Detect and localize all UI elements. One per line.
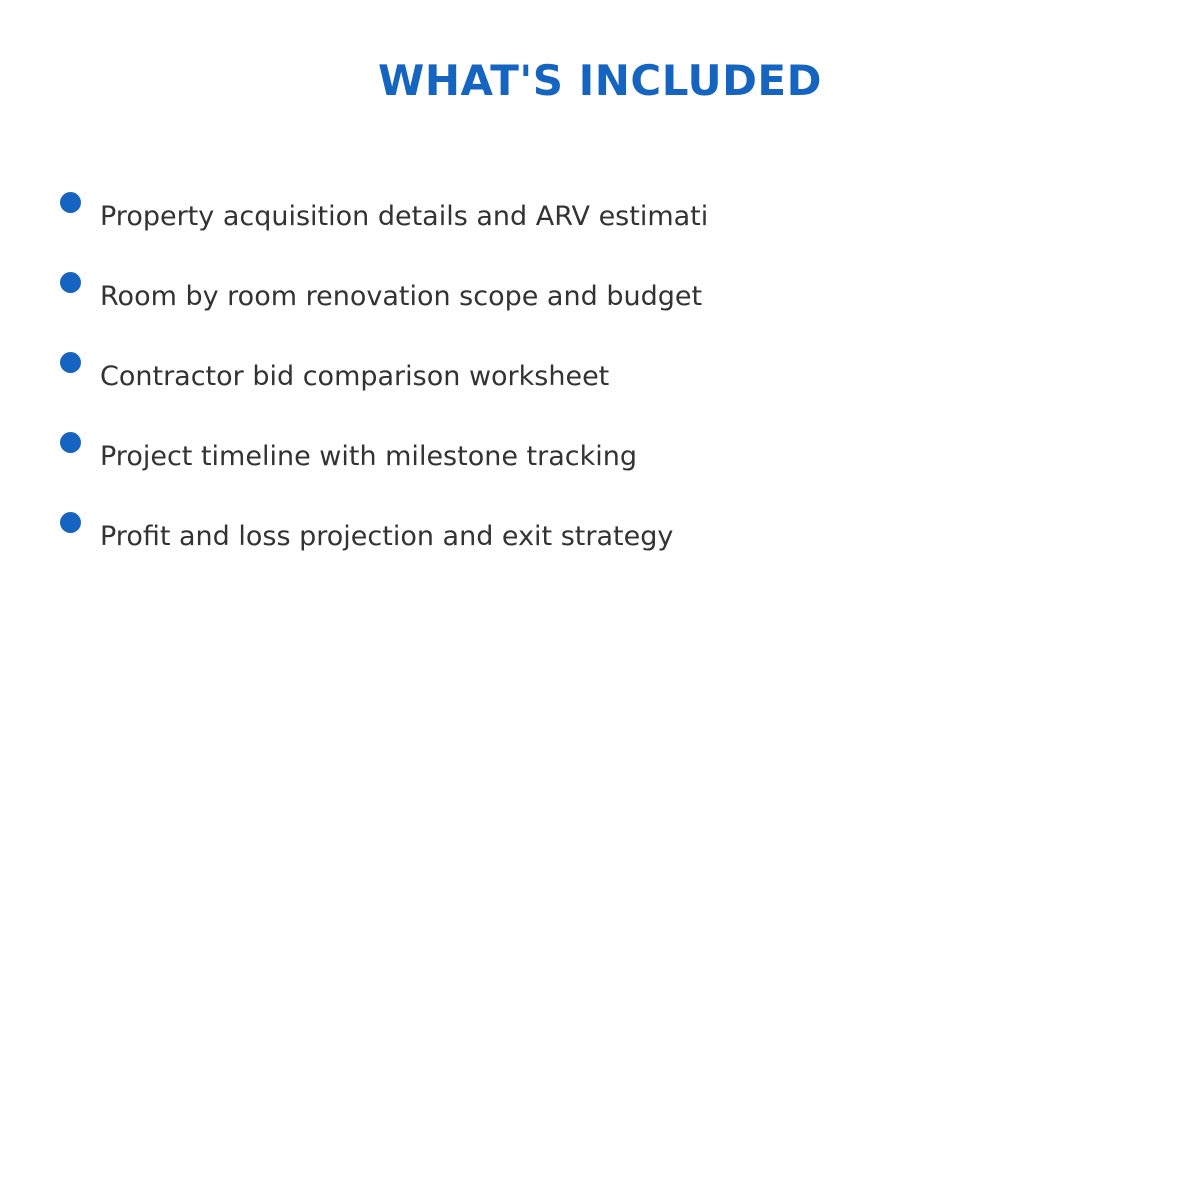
list-item (60, 352, 1140, 412)
list-item (60, 272, 1140, 332)
list-item-text: Room by room renovation scope and budget (100, 281, 703, 312)
bullet-icon (60, 352, 81, 373)
list-item-text: Project timeline with milestone tracking (100, 441, 637, 472)
bullet-icon (60, 272, 81, 293)
bullet-icon (60, 192, 81, 213)
list-item-text: Contractor bid comparison worksheet (100, 361, 610, 392)
list-item (60, 512, 1140, 572)
list-item (60, 432, 1140, 492)
bullet-icon (60, 432, 81, 453)
list-item (60, 192, 1140, 252)
list-item-text: Profit and loss projection and exit strategy (100, 521, 674, 552)
page-title: WHAT'S INCLUDED (378, 56, 822, 105)
bullet-icon (60, 512, 81, 533)
list-item-text: Property acquisition details and ARV estimati (100, 201, 709, 232)
